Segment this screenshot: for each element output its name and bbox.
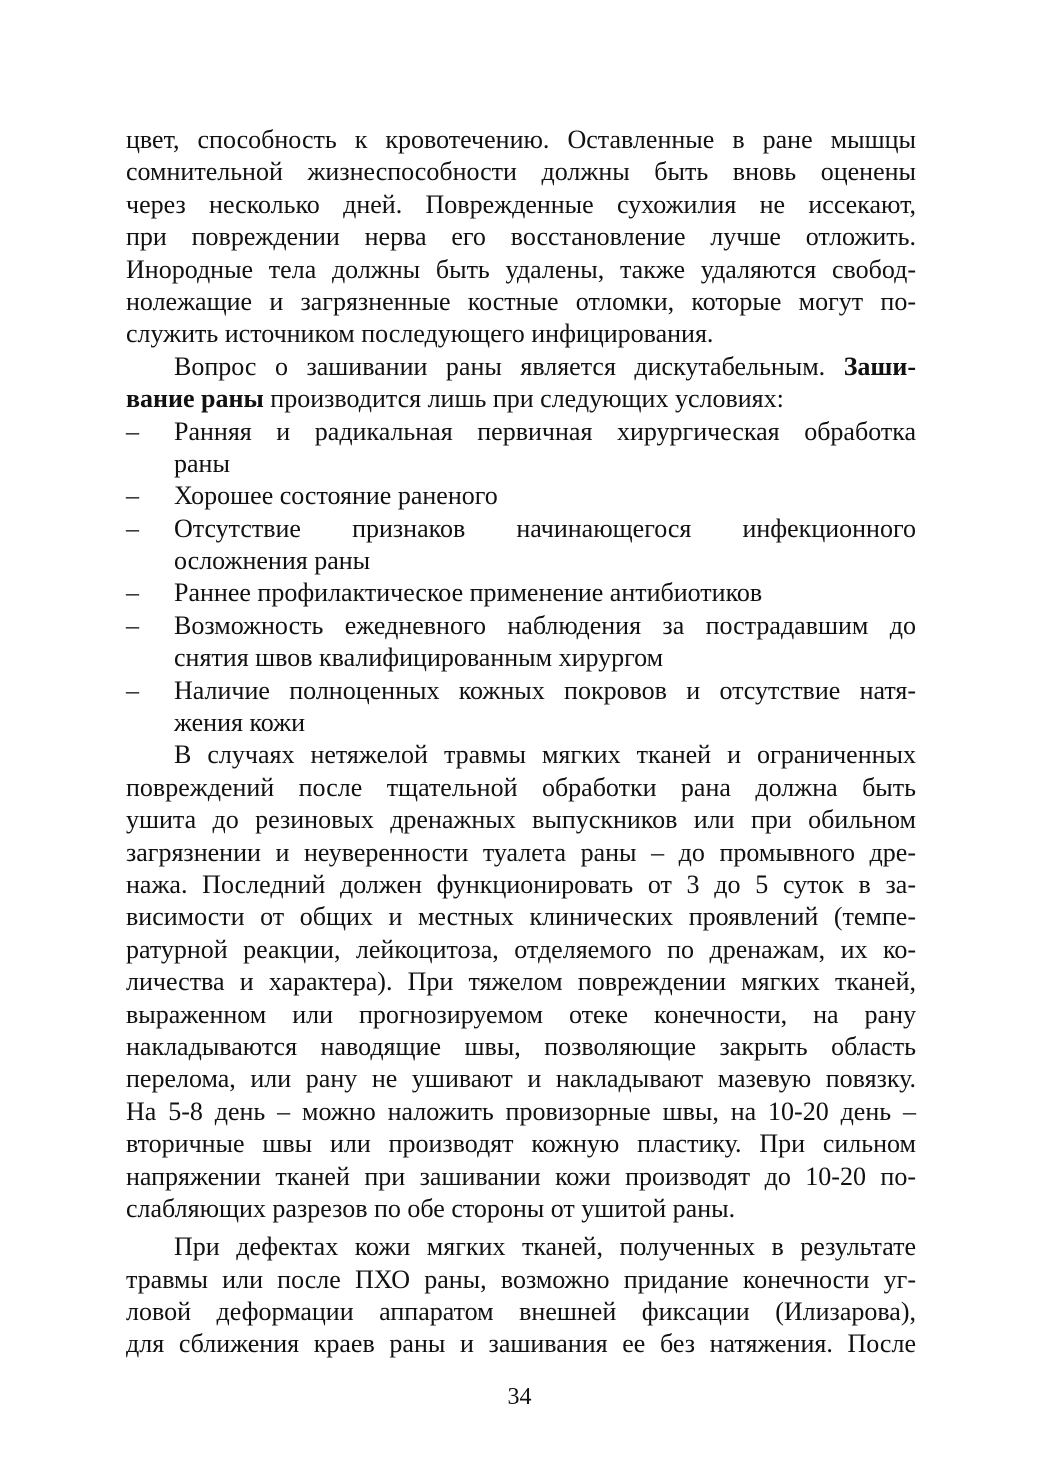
paragraph-skin-defects (126, 1231, 916, 1361)
text-run: Вопрос о зашивании раны является дискутабельным. (174, 351, 826, 381)
text-line: Ранняя и радикальная первичная хирургическая обработка (174, 416, 916, 446)
text-line: Наличие полноценных кожных покровов и отсутствие натя- (174, 675, 916, 705)
page-body (126, 124, 916, 1361)
text-line: служить источником последующего инфицирования. (126, 319, 714, 349)
text-line: травмы или после ПХО раны, возможно придание конечности уг- (126, 1264, 916, 1294)
text-line: нолежащие и загрязненные костные отломки, которые могут по- (126, 286, 916, 316)
text-line: висимости от общих и местных клинических проявлений (темпе- (126, 902, 916, 932)
bold-term: Заши- (843, 351, 916, 381)
dash-bullet: – (126, 513, 139, 543)
text-line: накладываются наводящие швы, позволяющие закрыть область (126, 1031, 916, 1061)
text-line: раны (174, 448, 230, 478)
text-line: напряжении тканей при зашивании кожи производят до 10-20 по- (126, 1161, 916, 1191)
list-item (126, 610, 916, 675)
text-line: жения кожи (174, 708, 305, 738)
text-line: Возможность ежедневного наблюдения за пострадавшим до (174, 610, 916, 640)
list-item (126, 675, 916, 740)
text-line: При дефектах кожи мягких тканей, полученных в результате (174, 1232, 916, 1262)
text-line (126, 351, 916, 383)
list-item (126, 513, 916, 578)
text-line: снятия швов квалифицированным хирургом (174, 643, 664, 673)
text-line: ушита до резиновых дренажных выпускников или при обильном (126, 805, 916, 835)
conditions-list (126, 416, 916, 740)
dash-bullet: – (126, 675, 139, 705)
text-line: сомнительной жизнеспособности должны быть вновь оценены (126, 157, 916, 187)
dash-bullet: – (126, 416, 139, 446)
text-run: производится лишь при следующих условиях: (270, 384, 784, 414)
dash-bullet: – (126, 610, 139, 640)
paragraph-mild-trauma (126, 739, 916, 1225)
text-line: Раннее профилактическое применение антибиотиков (174, 578, 763, 608)
text-line: повреждений после тщательной обработки рана должна быть (126, 772, 916, 802)
text-line (126, 383, 916, 415)
text-line: личества и характера). При тяжелом повреждении мягких тканей, (126, 967, 916, 997)
bold-term: вание раны (126, 384, 264, 414)
paragraph-suturing-intro (126, 351, 916, 416)
text-line: Инородные тела должны быть удалены, также удаляются свобод- (126, 254, 916, 284)
text-line: нажа. Последний должен функционировать от 3 до 5 суток в за- (126, 869, 916, 899)
text-line: выраженном или прогнозируемом отеке конечности, на рану (126, 999, 916, 1029)
text-line: осложнения раны (174, 546, 371, 576)
text-line: цвет, способность к кровотечению. Оставленные в ране мышцы (126, 125, 916, 154)
text-line: Отсутствие признаков начинающегося инфекционного (174, 513, 916, 543)
text-line: ратурной реакции, лейкоцитоза, отделяемого по дренажам, их ко- (126, 934, 916, 964)
dash-bullet: – (126, 481, 139, 511)
text-line: вторичные швы или производят кожную пластику. При сильном (126, 1129, 916, 1159)
text-line: при повреждении нерва его восстановление лучше отложить. (126, 222, 916, 252)
text-line: В случаях нетяжелой травмы мягких тканей и ограниченных (174, 740, 916, 770)
text-line: загрязнении и неуверенности туалета раны – до промывного дре- (126, 837, 916, 867)
text-line: для сближения краев раны и зашивания ее без натяжения. После (126, 1329, 916, 1359)
text-line: Хорошее состояние раненого (174, 481, 498, 511)
text-line: перелома, или рану не ушивают и накладывают мазевую повязку. (126, 1064, 916, 1094)
text-line: через несколько дней. Поврежденные сухожилия не иссекают, (126, 189, 916, 219)
text-line: На 5-8 день – можно наложить провизорные швы, на 10-20 день – (126, 1096, 916, 1126)
text-line: ловой деформации аппаратом внешней фиксации (Илизарова), (126, 1297, 916, 1327)
page-number: 34 (507, 1384, 532, 1410)
text-line: слабляющих разрезов по обе стороны от ушитой раны. (126, 1193, 736, 1223)
list-item (126, 416, 916, 481)
dash-bullet: – (126, 578, 139, 608)
list-item (126, 480, 916, 512)
paragraph-continuation (126, 124, 916, 351)
list-item (126, 577, 916, 609)
